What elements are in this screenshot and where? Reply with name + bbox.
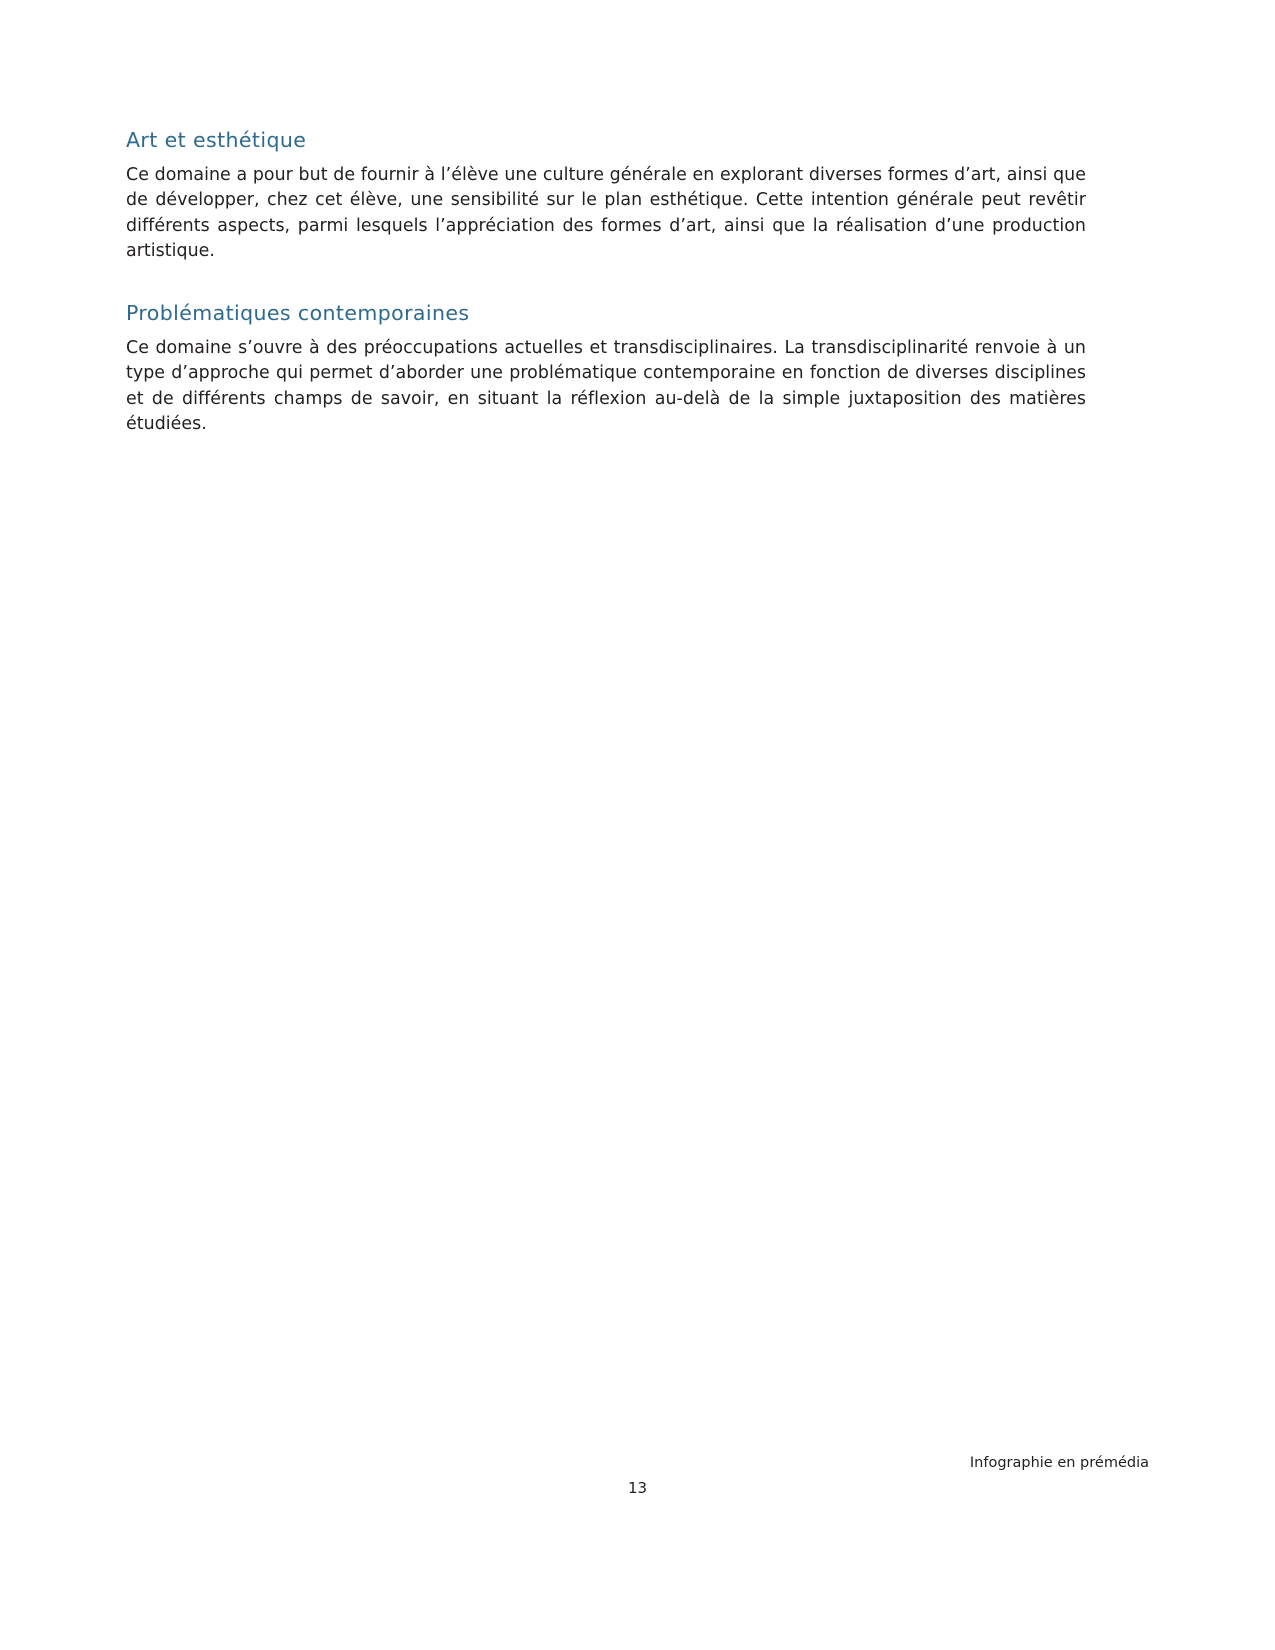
section-heading-art-et-esthetique: Art et esthétique: [126, 128, 307, 152]
footer-note: Infographie en prémédia: [969, 1455, 1149, 1471]
section-heading-problematiques-contemporaines: Problématiques contemporaines: [126, 300, 470, 325]
section-body-art-et-esthetique: Ce domaine a pour but de fournir à l’élève une culture générale en explorant diverses formes d’art, ainsi que de développer, chez cet élève, une sensibilité sur le plan esthétique. Cette intention générale peut revêtir différents aspects, parmi lesquels l’appréciation des formes d’art, ainsi que la réalisation d’une production artistique.: [126, 164, 1086, 262]
page-number: 13: [627, 1479, 648, 1497]
page-content: [126, 128, 1086, 438]
section-body-problematiques-contemporaines: Ce domaine s’ouvre à des préoccupations actuelles et transdisciplinaires. La transdisciplinarité renvoie à un type d’approche qui permet d’aborder une problématique contemporaine en fonction de diverses disciplines et de différents champs de savoir, en situant la réflexion au-delà de la simple juxtaposition des matières étudiées.: [126, 337, 1086, 435]
page-footer: [0, 1455, 1275, 1495]
